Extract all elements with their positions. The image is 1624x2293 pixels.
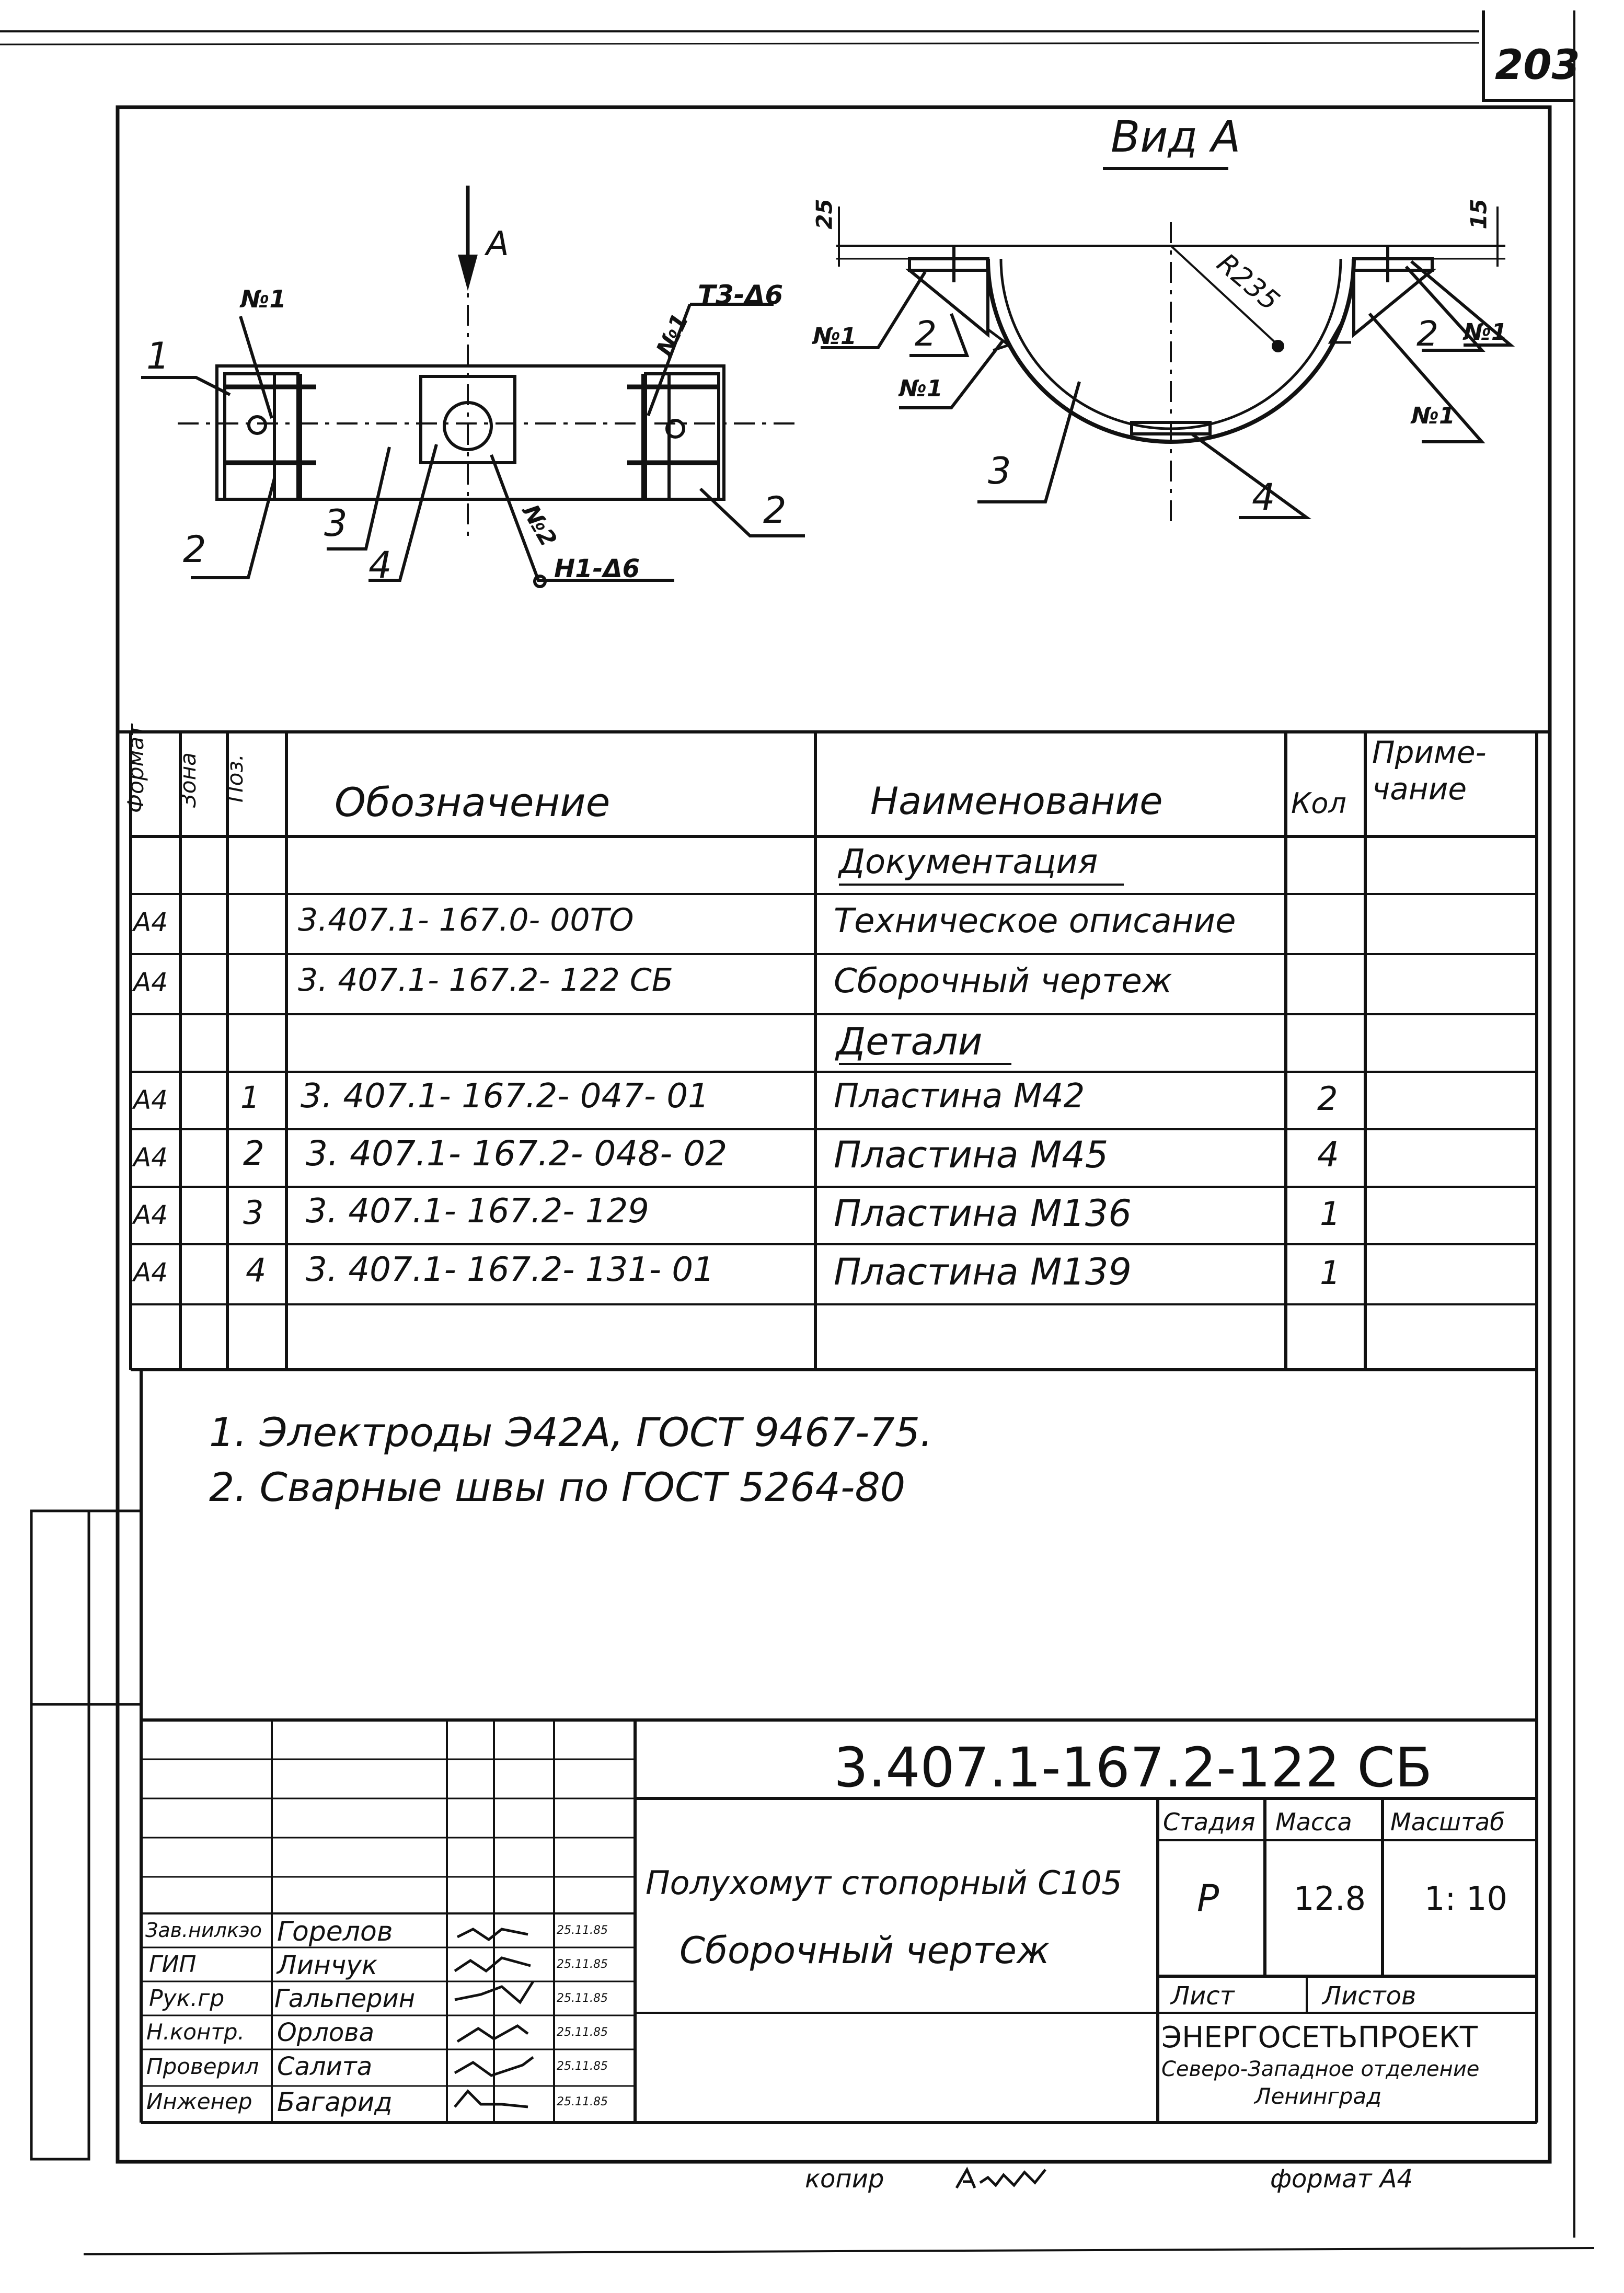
- position-label-2-left: 2: [183, 528, 206, 571]
- row-1-format: А4: [133, 907, 168, 937]
- row-2-designation: 3. 407.1- 167.2- 122 СБ: [298, 962, 673, 999]
- signer-date: 25.11.85: [557, 2095, 608, 2108]
- signer-role: Инженер: [146, 2089, 252, 2114]
- position-label-2-right: 2: [763, 489, 787, 532]
- signer-date: 25.11.85: [557, 1924, 608, 1937]
- title-line-2: Сборочный чертеж: [679, 1929, 1050, 1972]
- position-label-3: 3: [324, 502, 348, 545]
- scale-header: Масштаб: [1390, 1808, 1505, 1836]
- position-label-1: 1: [146, 335, 170, 377]
- row-5-qty: 4: [1317, 1134, 1339, 1175]
- signer-name: Горелов: [277, 1916, 393, 1947]
- row-6-format: А4: [133, 1200, 168, 1230]
- copier-signature: [951, 2162, 1056, 2198]
- weld-label-t3: Т3-Δ6: [698, 280, 784, 310]
- view-a-pos2-right: 2: [1416, 314, 1438, 354]
- document-code: 3.407.1-167.2-122 СБ: [834, 1736, 1433, 1799]
- row-6-pos: 3: [243, 1194, 264, 1232]
- note-1: 1. Электроды Э42А, ГОСТ 9467-75.: [209, 1409, 933, 1455]
- position-label-4: 4: [368, 544, 392, 587]
- org-line-2: Северо-Западное отделение: [1161, 2057, 1480, 2081]
- view-a-pos2-left: 2: [915, 314, 937, 354]
- weld-label-h1: Н1-Δ6: [554, 554, 640, 583]
- view-a-pos3: 3: [988, 450, 1011, 492]
- scale-value: 1: 10: [1424, 1879, 1507, 1918]
- header-format: Формат: [123, 724, 148, 813]
- signer-name: Багарид: [277, 2087, 393, 2117]
- signer-date: 25.11.85: [557, 2026, 608, 2039]
- footer-copied: копир: [805, 2164, 884, 2194]
- row-6-qty: 1: [1320, 1195, 1341, 1233]
- mass-header: Масса: [1275, 1808, 1352, 1836]
- row-4-name: Пластина М42: [834, 1077, 1085, 1116]
- view-a-n1-left-bottom: №1: [899, 375, 943, 402]
- org-line-3: Ленинград: [1254, 2083, 1382, 2109]
- header-zone: Зона: [175, 752, 201, 808]
- row-5-designation: 3. 407.1- 167.2- 048- 02: [306, 1133, 728, 1174]
- row-1-name: Техническое описание: [834, 902, 1236, 941]
- row-0-name: Документация: [839, 843, 1098, 881]
- stage-header: Стадия: [1163, 1808, 1256, 1836]
- signer-name: Линчук: [277, 1950, 378, 1980]
- signer-role: Рук.гр: [149, 1985, 225, 2012]
- header-qty: Кол: [1291, 787, 1346, 820]
- row-4-format: А4: [133, 1085, 168, 1115]
- header-designation: Обозначение: [335, 779, 611, 826]
- footer-format: формат А4: [1270, 2164, 1413, 2194]
- org-line-1: ЭНЕРГОСЕТЬПРОЕКТ: [1161, 2021, 1478, 2055]
- signer-date: 25.11.85: [557, 2060, 608, 2073]
- row-3-name: Детали: [836, 1019, 983, 1063]
- mass-value: 12.8: [1294, 1879, 1366, 1918]
- sheet-number: 203: [1495, 42, 1580, 89]
- dimension-15: 15: [1466, 199, 1492, 230]
- row-5-format: А4: [133, 1142, 168, 1173]
- row-1-designation: 3.407.1- 167.0- 00ТО: [298, 902, 634, 938]
- title-line-1: Полухомут стопорный С105: [646, 1864, 1122, 1902]
- row-7-format: А4: [133, 1257, 168, 1288]
- signer-name: Салита: [277, 2052, 373, 2081]
- weld-label-n1-a: №1: [240, 285, 286, 313]
- row-6-name: Пластина М136: [834, 1192, 1132, 1235]
- header-name: Наименование: [870, 779, 1163, 823]
- sheet-label: Лист: [1171, 1981, 1235, 2011]
- sheets-label: Листов: [1322, 1981, 1416, 2011]
- note-2: 2. Сварные швы по ГОСТ 5264-80: [209, 1464, 906, 1510]
- signer-role: Н.контр.: [146, 2019, 245, 2045]
- signer-role: Проверил: [146, 2054, 259, 2079]
- weld-label-n2: №2: [516, 500, 562, 552]
- signer-date: 25.11.85: [557, 1992, 608, 2005]
- signer-date: 25.11.85: [557, 1958, 608, 1971]
- row-2-format: А4: [133, 967, 168, 998]
- row-4-pos: 1: [240, 1080, 260, 1115]
- row-7-pos: 4: [246, 1251, 267, 1289]
- row-7-name: Пластина М139: [834, 1251, 1132, 1293]
- radius-label: R235: [1211, 247, 1285, 317]
- signer-name: Орлова: [277, 2018, 374, 2047]
- signer-role: Зав.нилкэо: [145, 1919, 262, 1942]
- header-pos: Поз.: [222, 754, 248, 802]
- view-a-n1-right-bottom: №1: [1411, 403, 1455, 429]
- row-2-name: Сборочный чертеж: [834, 962, 1172, 1001]
- dimension-25: 25: [811, 199, 837, 230]
- signer-name: Гальперин: [274, 1984, 416, 2013]
- row-5-pos: 2: [243, 1134, 264, 1173]
- row-4-designation: 3. 407.1- 167.2- 047- 01: [301, 1077, 709, 1116]
- signer-role: ГИП: [149, 1951, 197, 1978]
- view-arrow-label: А: [486, 225, 509, 263]
- header-note: Приме-чание: [1372, 735, 1487, 807]
- weld-label-n1-b: №1: [651, 309, 694, 361]
- view-a-title: Вид А: [1111, 112, 1241, 162]
- row-5-name: Пластина М45: [834, 1133, 1109, 1176]
- row-6-designation: 3. 407.1- 167.2- 129: [306, 1192, 649, 1231]
- view-a-pos4: 4: [1252, 476, 1275, 519]
- row-7-designation: 3. 407.1- 167.2- 131- 01: [306, 1251, 715, 1289]
- view-a-n1-right-top: №1: [1464, 319, 1507, 346]
- row-4-qty: 2: [1317, 1080, 1338, 1118]
- stage-value: Р: [1197, 1877, 1219, 1920]
- view-a-n1-left-top: №1: [813, 323, 857, 350]
- row-7-qty: 1: [1320, 1254, 1341, 1292]
